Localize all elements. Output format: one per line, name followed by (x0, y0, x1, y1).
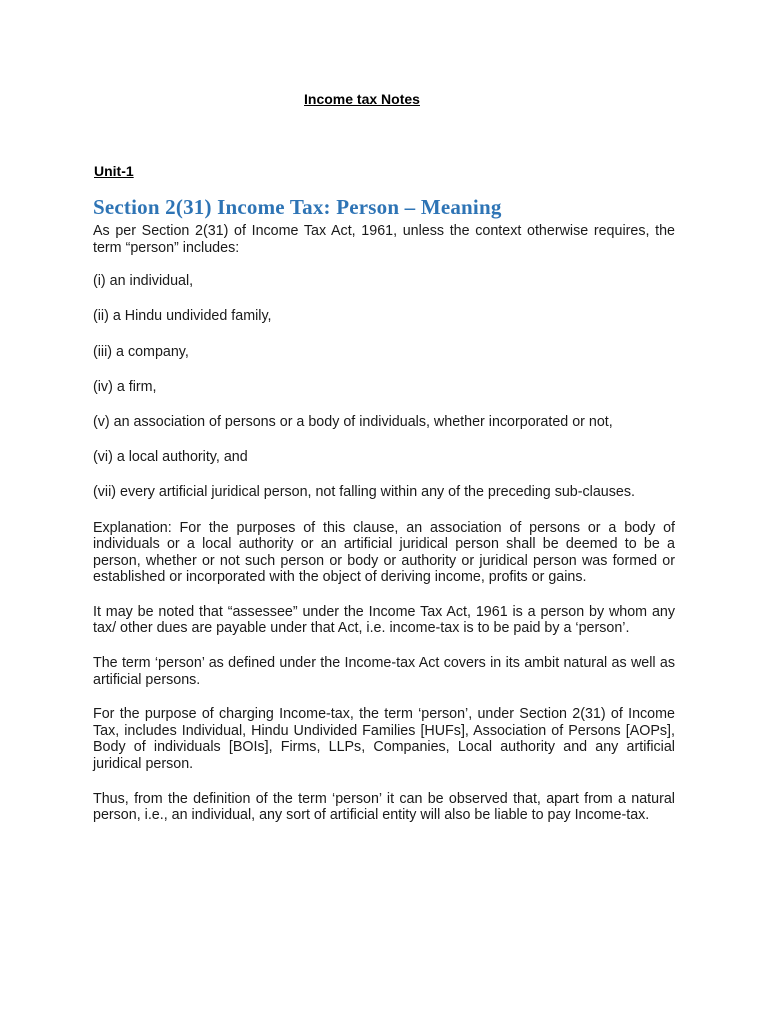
intro-paragraph: As per Section 2(31) of Income Tax Act, 1961, unless the context otherwise requires, the term “person” includes: (93, 223, 675, 256)
document-title (0, 90, 768, 108)
explanation-paragraph: Explanation: For the purposes of this clause, an association of persons or a body of individuals or a local authority or an artificial juridical person shall be deemed to be a person, whether or not such person or body or authority or juridical person was formed or established or incorporated with the object of deriving income, profits or gains. (93, 519, 675, 586)
list-item: (vii) every artificial juridical person, not falling within any of the preceding sub-clauses. (93, 484, 635, 501)
unit-label: Unit-1 (94, 163, 134, 179)
document-title-text: Income tax Notes (304, 91, 420, 107)
list-item: (vi) a local authority, and (93, 449, 248, 466)
list-item: (v) an association of persons or a body of individuals, whether incorporated or not, (93, 413, 613, 430)
list-item: (iii) a company, (93, 343, 189, 360)
list-item: (iv) a firm, (93, 378, 157, 395)
body-content (93, 223, 675, 842)
list-item: (i) an individual, (93, 273, 194, 290)
ambit-paragraph: The term ‘person’ as defined under the Income-tax Act covers in its ambit natural as well as artificial persons. (93, 655, 675, 688)
assessee-paragraph: It may be noted that “assessee” under the Income Tax Act, 1961 is a person by whom any tax/ other dues are payable under that Act, i.e. income-tax is to be paid by a ‘person’. (93, 603, 675, 637)
charging-paragraph: For the purpose of charging Income-tax, the term ‘person’, under Section 2(31) of Income Tax, includes Individual, Hindu Undivided Families [HUFs], Association of Persons [AOPs], Body of individuals [BOIs], Firms, LLPs, Companies, Local authority and any artificial juridical person. (93, 706, 675, 773)
section-heading: Section 2(31) Income Tax: Person – Meaning (93, 195, 502, 219)
conclusion-paragraph: Thus, from the definition of the term ‘person’ it can be observed that, apart from a natural person, i.e., an individual, any sort of artificial entity will also be liable to pay Income-tax. (93, 790, 675, 824)
list-item: (ii) a Hindu undivided family, (93, 308, 272, 325)
